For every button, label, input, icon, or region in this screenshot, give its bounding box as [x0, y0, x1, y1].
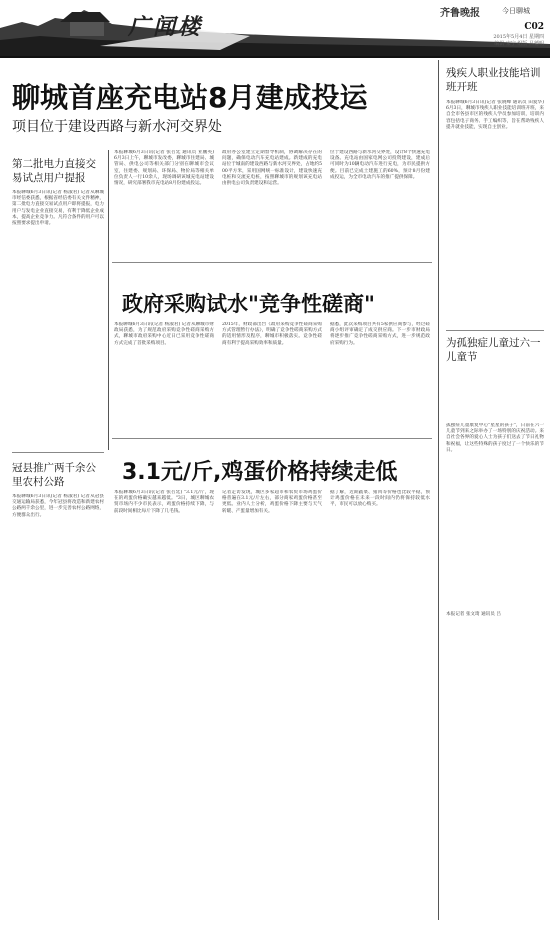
- masthead: [0, 0, 550, 56]
- paper-name: 齐鲁晚报: [440, 8, 480, 19]
- eggs-col-2: 记者走访发现，城区多家超市和农贸市场鸡蛋价格普遍在3.1元/斤左右，部分商家鸡蛋价格甚至更低。业内人士分析，鸡蛋价格下降主要与天气转暖、产蛋量增加有关。: [222, 490, 322, 514]
- main-story-col-2: 政府办公室建立定期督导机制，协调解决存在的问题，确保电动汽车充电站建成。新建成的充电站位于城南的建设西路与新水河交界处，占地约500平方米，采用国网统一标准设计，建设快速充电桩和交流充电桩，按照聊城市的规划该充电站由供电公司负责建设和运营。: [222, 150, 322, 187]
- right-column-divider: [438, 60, 439, 920]
- procurement-rule: [112, 262, 432, 263]
- main-story-col-3: 位于建设西路与新水河交界处，设计8个快速充电设备。充电站由国家电网公司投资建设，建成后可同时为10辆电动汽车进行充电，为市民提供方便。目前已完成土建施工的60%，预计8月份建成投运，为全市电动汽车的推广提供保障。: [330, 150, 430, 180]
- column-name: 广闻楼: [128, 14, 204, 40]
- right-story-2-title: 为孤独症儿童过六一儿童节: [446, 337, 541, 363]
- main-headline: 聊城首座充电站8月建成投运: [12, 81, 368, 114]
- left-column-divider: [108, 150, 109, 450]
- procurement-col-1: 本报聊城6月3日讯(记者 杨淑君) 记者从聊城市财政局获悉，为了规范政府采购竞争性磋商采购方式，聊城市政府采购中心近日已采用竞争性磋商方式完成了首批采购项目。: [114, 322, 214, 346]
- left-story-body: 本报聊城6月3日讯(记者 杨淑君) 记者从聊城市经信委获悉，根据省经信委有关文件精神，第二批电力直接交易试点用户即将提报，电力用户与发电企业直接交易，有利于降低企业成本，提高企业竞争力。凡符合条件的用户可以按照要求提出申请。: [12, 190, 104, 227]
- eggs-col-1: 本报聊城6月3日讯(记者 张召廷) "3.1元/斤，现在的鸡蛋价格确实越来越低。"3日，城区聊城农贸市场内不少市民表示，鸡蛋价格持续下降，与前段时间相比每斤下降了几毛钱。: [114, 490, 214, 514]
- left-story-title: 第二批电力直接交易试点用户提报: [12, 158, 96, 184]
- eggs-col-3: 据了解，近期蔬菜、猪肉等价格也比较平稳，预计鸡蛋价格在未来一段时间内仍将保持较低水平，市民可以放心购买。: [330, 490, 430, 508]
- masthead-rule: [0, 56, 550, 58]
- main-story-col-1: 本报聊城6月3日讯(记者 张召廷 通讯员 亚鹏英) 6月3日上午，聊城市发改委，聊城市住建局、城管局、供电公司等相关部门分别在聊城市会议室，住建委、规划局、环保局、物价局等相关单位负责人一行10余人，现场调研该城充电站建设情况，研究部署我市充电站8月份建成投运。: [114, 150, 214, 187]
- right-column-rule: [446, 330, 544, 331]
- left-story-2-title: 冠县推广两千余公里农村公路: [12, 462, 96, 488]
- right-story-2-body: 孤独症儿童康复中心"星星的孩子"，日前在六一儿童节到来之际举办了一场特别的庆祝活动。来自社会各界的爱心人士为孩子们送去了节日礼物和祝福，让这些特殊的孩子度过了一个快乐的节日。: [446, 423, 544, 453]
- eggs-headline: 3.1元/斤,鸡蛋价格持续走低: [122, 460, 398, 485]
- right-story-2-byline: 本报记者 张文琦 通讯员 吕: [446, 612, 501, 617]
- left-story-2-body: 本报聊城6月3日讯(记者 杨淑君) 记者从冠县交通运输局获悉，今年冠县将改造和新建农村公路两千余公里，进一步完善农村公路网络，方便群众出行。: [12, 494, 104, 518]
- procurement-headline: 政府采购试水"竞争性磋商": [122, 292, 375, 316]
- main-subhead: 项目位于建设西路与新水河交界处: [12, 119, 222, 135]
- issue-date: 2015年5月4日 星期四: [493, 34, 544, 40]
- page-number: C02: [524, 22, 544, 32]
- editor-credits: 编辑 宋宁 组版 吕德明: [494, 41, 544, 47]
- procurement-col-3: 据悉，此次采购项目共有5家供应商参与，经过磋商小组评审确定了成交供应商。下一步市财政局将逐步推广竞争性磋商采购方式，进一步规范政府采购行为。: [330, 322, 430, 346]
- paper-home-label: 今日聊城: [502, 7, 530, 15]
- right-story-1-body: 本报聊城6月3日讯(记者 张晓峰 通讯员 田爱华) 6月3日，聊城市残疾人职业技能培训班开班，来自全市各县市区的残疾人学员参加培训，培训内容包括电子商务、手工编织等，旨在帮助残疾人提升就业技能，实现自主创业。: [446, 100, 544, 130]
- right-story-1-title: 残疾人职业技能培训班开班: [446, 67, 541, 93]
- left-column-rule: [12, 452, 104, 453]
- eggs-rule: [112, 438, 432, 439]
- procurement-col-2: 2015年，财政部出台《政府采购竞争性磋商采购方式管理暂行办法》，明确了竞争性磋商采购方式的适用情形及程序，聊城市积极落实。竞争性磋商有利于提高采购效率和质量。: [222, 322, 322, 346]
